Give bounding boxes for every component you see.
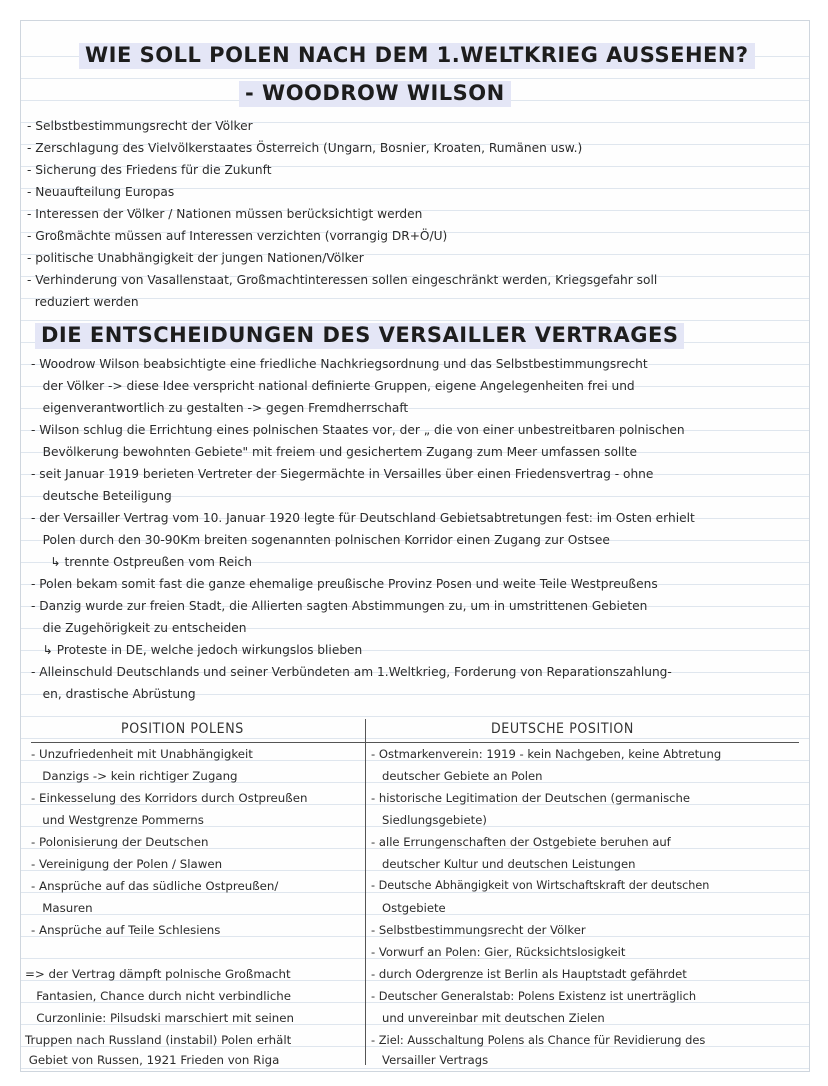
wilson-point: - politische Unabhängigkeit der jungen Nationen/Völker	[27, 251, 364, 265]
versailles-point: eigenverantwortlich zu gestalten -> gegen Fremdherrschaft	[31, 401, 409, 415]
polen-position-line: Fantasien, Chance durch nicht verbindliche	[25, 989, 292, 1003]
subtitle-wilson-text: - WOODROW WILSON	[239, 81, 511, 107]
deutsche-position-line: - Deutsche Abhängigkeit von Wirtschaftskraft der deutschen	[371, 879, 710, 892]
deutsche-position-line: - Deutscher Generalstab: Polens Existenz ist unerträglich	[371, 989, 697, 1003]
deutsche-position-line: Ostgebiete	[371, 901, 446, 915]
wilson-point: - Selbstbestimmungsrecht der Völker	[27, 119, 253, 133]
wilson-point: - Großmächte müssen auf Interessen verzichten (vorrangig DR+Ö/U)	[27, 229, 448, 243]
versailles-point: - der Versailler Vertrag vom 10. Januar 1920 legte für Deutschland Gebietsabtretungen fest: im Osten erhielt	[31, 511, 695, 525]
polen-position-line: - Polonisierung der Deutschen	[31, 835, 209, 849]
deutsche-position-line: - Selbstbestimmungsrecht der Völker	[371, 923, 586, 937]
versailles-point: en, drastische Abrüstung	[31, 687, 196, 701]
versailles-point: der Völker -> diese Idee verspricht national definierte Gruppen, eigene Angelegenheiten frei und	[31, 379, 635, 393]
wilson-point: - Zerschlagung des Vielvölkerstaates Österreich (Ungarn, Bosnier, Kroaten, Rumänen usw.)	[27, 141, 583, 155]
versailles-point: ↳ trennte Ostpreußen vom Reich	[31, 555, 252, 569]
deutsche-position-line: deutscher Gebiete an Polen	[371, 769, 543, 783]
versailles-point: Bevölkerung bewohnten Gebiete" mit freiem und gesichertem Zugang zum Meer umfassen sollte	[31, 445, 637, 459]
polen-position-line: und Westgrenze Pommerns	[31, 813, 204, 827]
versailles-point: - Danzig wurde zur freien Stadt, die Allierten sagten Abstimmungen zu, um in umstrittenen Gebieten	[31, 599, 648, 613]
versailles-point: - Woodrow Wilson beabsichtigte eine friedliche Nachkriegsordnung und das Selbstbestimmungsrecht	[31, 357, 648, 371]
versailles-point: die Zugehörigkeit zu entscheiden	[31, 621, 247, 635]
versailles-point: Polen durch den 30-90Km breiten sogenannten polnischen Korridor einen Zugang zur Ostsee	[31, 533, 610, 547]
deutsche-position-line: - alle Errungenschaften der Ostgebiete beruhen auf	[371, 835, 671, 849]
subtitle-wilson	[239, 81, 511, 105]
versailles-point: - seit Januar 1919 berieten Vertreter der Siegermächte in Versailles über einen Friedensvertrag - ohne	[31, 467, 654, 481]
main-title	[79, 43, 755, 67]
main-title-text: WIE SOLL POLEN NACH DEM 1.WELTKRIEG AUSSEHEN?	[79, 43, 755, 69]
polen-position-line: - Unzufriedenheit mit Unabhängigkeit	[31, 747, 253, 761]
section-title-versailles	[35, 323, 684, 347]
deutsche-position-line: - Ziel: Ausschaltung Polens als Chance für Revidierung des	[371, 1033, 706, 1047]
column-header-polen: POSITION POLENS	[121, 721, 244, 737]
polen-position-line: - Ansprüche auf Teile Schlesiens	[31, 923, 221, 937]
polen-position-line: Danzigs -> kein richtiger Zugang	[31, 769, 238, 783]
polen-position-line: => der Vertrag dämpft polnische Großmacht	[25, 967, 291, 981]
versailles-point: - Alleinschuld Deutschlands und seiner Verbündeten am 1.Weltkrieg, Forderung von Reparationszahlung-	[31, 665, 672, 679]
versailles-point: - Polen bekam somit fast die ganze ehemalige preußische Provinz Posen und weite Teile Westpreußens	[31, 577, 658, 591]
wilson-point: reduziert werden	[27, 295, 139, 309]
versailles-point: ↳ Proteste in DE, welche jedoch wirkungslos blieben	[31, 643, 363, 657]
wilson-point: - Neuaufteilung Europas	[27, 185, 175, 199]
deutsche-position-line: - historische Legitimation der Deutschen (germanische	[371, 791, 690, 805]
polen-position-line: Curzonlinie: Pilsudski marschiert mit seinen	[25, 1011, 294, 1025]
polen-position-line: Gebiet von Russen, 1921 Frieden von Riga	[25, 1053, 280, 1067]
deutsche-position-line: deutscher Kultur und deutschen Leistungen	[371, 857, 636, 871]
versailles-point: deutsche Beteiligung	[31, 489, 172, 503]
deutsche-position-line: - Ostmarkenverein: 1919 - kein Nachgeben, keine Abtretung	[371, 747, 722, 761]
deutsche-position-line: Versailler Vertrags	[371, 1053, 489, 1067]
versailles-point: - Wilson schlug die Errichtung eines polnischen Staates vor, der „ die von einer unbestreitbaren polnischen	[31, 423, 685, 437]
polen-position-line: - Vereinigung der Polen / Slawen	[31, 857, 223, 871]
polen-position-line: Masuren	[31, 901, 93, 915]
polen-position-line: - Ansprüche auf das südliche Ostpreußen/	[31, 879, 279, 893]
deutsche-position-line: - durch Odergrenze ist Berlin als Hauptstadt gefährdet	[371, 967, 687, 981]
polen-position-line: Truppen nach Russland (instabil) Polen erhält	[25, 1033, 292, 1047]
wilson-point: - Interessen der Völker / Nationen müssen berücksichtigt werden	[27, 207, 423, 221]
deutsche-position-line: Siedlungsgebiete)	[371, 813, 487, 827]
wilson-point: - Verhinderung von Vasallenstaat, Großmachtinteressen sollen eingeschränkt werden, Kriegsgefahr soll	[27, 273, 658, 287]
deutsche-position-line: und unvereinbar mit deutschen Zielen	[371, 1011, 605, 1025]
section-title-versailles-text: DIE ENTSCHEIDUNGEN DES VERSAILLER VERTRAGES	[35, 323, 684, 349]
table-column-divider	[365, 719, 366, 1065]
wilson-point: - Sicherung des Friedens für die Zukunft	[27, 163, 272, 177]
deutsche-position-line: - Vorwurf an Polen: Gier, Rücksichtslosigkeit	[371, 945, 626, 959]
polen-position-line: - Einkesselung des Korridors durch Ostpreußen	[31, 791, 308, 805]
notebook-page	[20, 20, 810, 1072]
column-header-deutschland: DEUTSCHE POSITION	[491, 721, 634, 737]
